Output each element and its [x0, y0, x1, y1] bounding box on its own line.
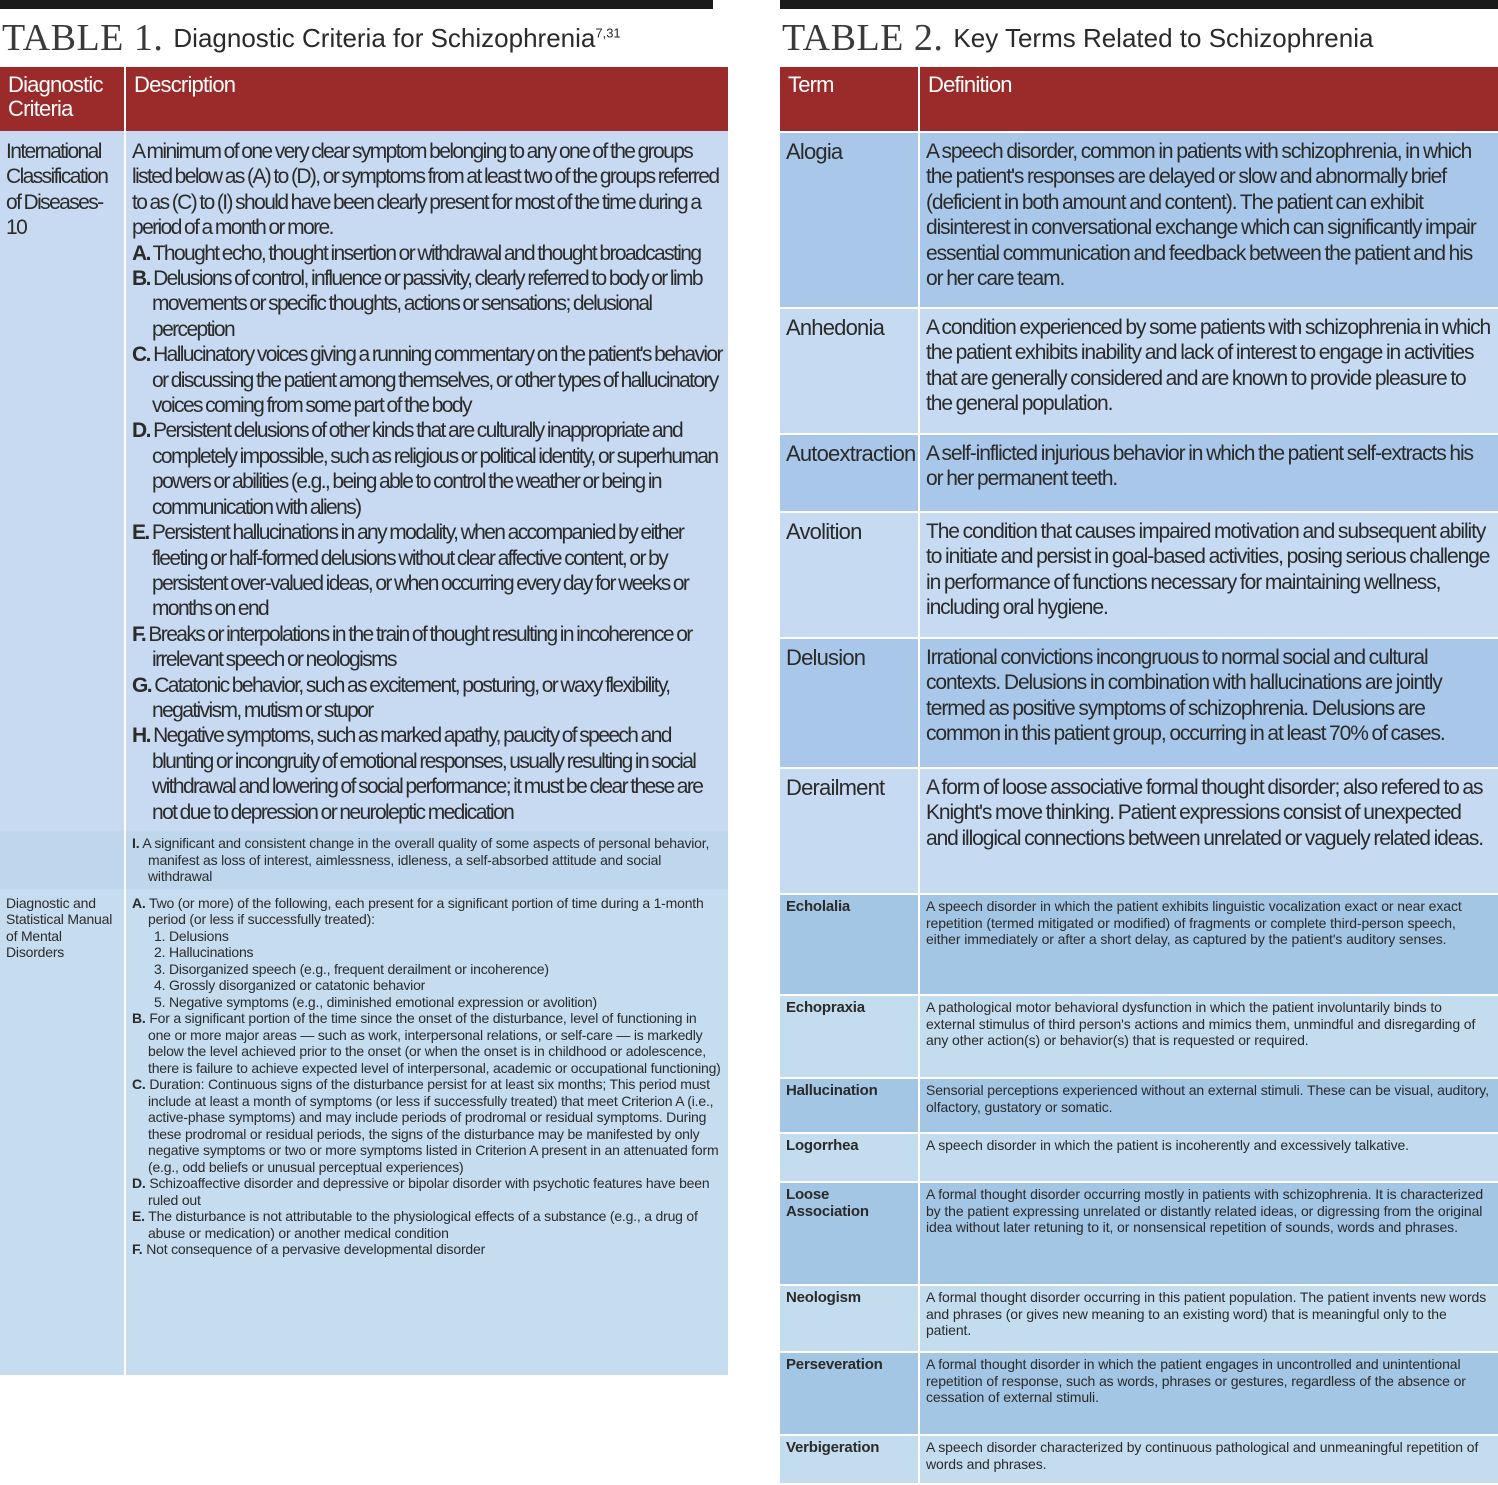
- icd-criterion: [132, 520, 722, 622]
- dsm-item-a-list: [132, 928, 722, 1011]
- table2-row: [780, 894, 1498, 995]
- icd-criterion-letter: G.: [132, 673, 151, 697]
- dsm-criterion-text: Duration: Continuous signs of the disturbance persist for at least six months; This period must include at least a month of symptoms (or less if successfully treated) that meet Criterion A (i.e., active-phase symptoms) and may include periods of prodromal or residual symptoms. During these prodromal or residual periods, the signs of the disturbance may be manifested by only negative symptoms or two or more symptoms listed in Criterion A present in an attenuated form (e.g., odd beliefs or unusual perceptual experiences): [148, 1076, 719, 1175]
- icd-item-i: [125, 831, 728, 889]
- table2-top-rule: [780, 0, 1498, 9]
- dsm-criterion-letter: F.: [132, 1241, 143, 1257]
- icd-criteria-list: [132, 241, 722, 825]
- icd-criterion: [132, 342, 722, 418]
- icd-criterion: [132, 418, 722, 520]
- dsm-criterion-letter: C.: [132, 1076, 146, 1092]
- dsm-symptom-item: 5. Negative symptoms (e.g., diminished emotional expression or avolition): [154, 993, 597, 1010]
- definition-cell: A formal thought disorder occurring in this patient population. The patient invents new words and phrases (or gives new meaning to an existing word) that is meaningful only to the patient.: [919, 1285, 1498, 1352]
- dsm-criterion-text: Schizoaffective disorder and depressive or bipolar disorder with psychotic features have been ruled out: [148, 1175, 710, 1208]
- icd-criterion-letter: H.: [132, 724, 150, 748]
- icd-criterion: [132, 622, 722, 673]
- icd-name-continued: [0, 831, 125, 889]
- table2-row: [780, 308, 1498, 434]
- dsm-criterion: [132, 1010, 722, 1076]
- table1-title-label: Diagnostic Criteria for Schizophrenia: [173, 22, 596, 53]
- definition-cell: A form of loose associative formal thought disorder; also refered to as Knight's move thinking. Patient expressions consist of unexpected and illogical connections between unrelated or vaguely related ideas.: [919, 768, 1498, 894]
- term-cell: Loose Association: [780, 1182, 919, 1285]
- definition-cell: A speech disorder, common in patients with schizophrenia, in which the patient's responses are delayed or slow and abnormally brief (deficient in both amount and content). The patient can exhibit disinterest in conversational exchange which can significantly impair essential communication and feedback between the patient and his or her care team.: [919, 132, 1498, 308]
- dsm-criterion-text: The disturbance is not attributable to the physiological effects of a substance (e.g., a drug of abuse or medication) or another medical condition: [148, 1208, 698, 1241]
- icd-criterion-text: Thought echo, thought insertion or withdrawal and thought broadcasting: [152, 241, 701, 265]
- term-cell: Derailment: [780, 768, 919, 894]
- icd-criterion-letter: E.: [132, 521, 149, 545]
- table1-title-superscript: 7,31: [595, 24, 621, 40]
- table2-title-text: Key Terms Related to Schizophrenia: [953, 22, 1374, 53]
- table2-row: [780, 434, 1498, 512]
- table2-row: [780, 132, 1498, 308]
- table1-row-icd-item-i: [0, 831, 728, 889]
- dsm-name: Diagnostic and Statistical Manual of Mental Disorders: [0, 889, 125, 1375]
- term-cell: Alogia: [780, 132, 919, 308]
- dsm-item-a-text: Two (or more) of the following, each present for a significant portion of time during a 1-month period (or less if successfully treated):: [148, 894, 704, 927]
- table2-row: [780, 1182, 1498, 1285]
- icd-criterion-text: Breaks or interpolations in the train of thought resulting in incoherence or irrelevant speech or neologisms: [148, 622, 692, 672]
- dsm-symptom-item: 1. Delusions: [154, 927, 229, 944]
- definition-cell: A formal thought disorder occurring mostly in patients with schizophrenia. It is characterized by the patient expressing unrelated or distantly related ideas, or digressing from the original idea without later retuning to it, or nonsensical repetition of sounds, words and phrases.: [919, 1182, 1498, 1285]
- icd-item-i-text: A significant and consistent change in the overall quality of some aspects of personal behavior, manifest as loss of interest, aimlessness, idleness, a self-absorbed attitude and social withdrawal: [142, 835, 710, 884]
- dsm-criterion: [132, 1241, 722, 1258]
- definition-cell: The condition that causes impaired motivation and subsequent ability to initiate and persist in goal-based activities, posing serious challenge in performance of functions necessary for maintaining wellness, including oral hygiene.: [919, 512, 1498, 638]
- definition-cell: A speech disorder in which the patient is incoherently and excessively talkative.: [919, 1133, 1498, 1182]
- table2-key-terms: [780, 67, 1498, 1485]
- icd-criterion-letter: A.: [132, 241, 150, 265]
- term-cell: Autoextraction: [780, 434, 919, 512]
- icd-item-i-letter: I.: [132, 835, 140, 851]
- definition-cell: A speech disorder characterized by continuous pathological and unmeaningful repetition of words and phrases.: [919, 1435, 1498, 1484]
- definition-cell: A pathological motor behavioral dysfunction in which the patient involuntarily binds to external stimulus of third person's actions and mimics them, unmindful and disregarding of any other action(s) or behavior(s) that is requested or required.: [919, 995, 1498, 1078]
- icd-criterion-text: Hallucinatory voices giving a running commentary on the patient's behavior or discussing the patient among themselves, or other types of hallucinatory voices coming from some part of the body: [152, 343, 722, 418]
- table2-row: [780, 1435, 1498, 1484]
- dsm-item-a-letter: A.: [132, 894, 146, 911]
- table2-body: [780, 132, 1498, 1484]
- icd-intro: A minimum of one very clear symptom belonging to any one of the groups listed below as (A) to (D), or symptoms from at least two of the groups referred to as (C) to (I) should have been clearly present for most of the time during a period of a month or more.: [132, 140, 719, 240]
- icd-criterion-text: Persistent delusions of other kinds that are culturally inappropriate and completely impossible, such as religious or political identity, or superhuman powers or abilities (e.g., being able to control the weather or being in communication with aliens): [152, 419, 718, 519]
- table1-diagnostic-criteria: [0, 67, 728, 1375]
- term-cell: Delusion: [780, 638, 919, 768]
- table2-row: [780, 768, 1498, 894]
- term-cell: Logorrhea: [780, 1133, 919, 1182]
- dsm-criterion-letter: E.: [132, 1208, 145, 1224]
- icd-criterion-letter: C.: [132, 343, 150, 367]
- definition-cell: A formal thought disorder in which the patient engages in uncontrolled and unintentional repetition of response, such as words, phrases or gestures, regardless of the absence or cessation of external stimuli.: [919, 1352, 1498, 1435]
- icd-criterion-letter: F.: [132, 622, 146, 646]
- term-cell: Echolalia: [780, 894, 919, 995]
- icd-criterion: [132, 723, 722, 825]
- table1-title-number: TABLE 1.: [2, 17, 164, 59]
- term-cell: Avolition: [780, 512, 919, 638]
- table2-row: [780, 1078, 1498, 1133]
- term-cell: Neologism: [780, 1285, 919, 1352]
- dsm-criterion-text: Not consequence of a pervasive developmental disorder: [146, 1241, 486, 1257]
- dsm-criterion: [132, 1208, 722, 1241]
- dsm-criterion: [132, 1076, 722, 1175]
- definition-cell: Irrational convictions incongruous to normal social and cultural contexts. Delusions in combination with hallucinations are jointly termed as positive symptoms of schizophrenia. Delusions are common in this patient group, occurring in at least 70% of cases.: [919, 638, 1498, 768]
- table1-title-text: [173, 23, 620, 54]
- table2-row: [780, 638, 1498, 768]
- table1-panel: [0, 0, 728, 1375]
- icd-criterion: [132, 266, 722, 342]
- table1-row-dsm: [0, 889, 728, 1375]
- dsm-criterion-letter: B.: [132, 1010, 146, 1026]
- icd-criterion-text: Catatonic behavior, such as excitement, posturing, or waxy flexibility, negativism, mutism or stupor: [152, 673, 670, 722]
- table2-row: [780, 1133, 1498, 1182]
- icd-criterion-text: Delusions of control, influence or passivity, clearly referred to body or limb movements or specific thoughts, actions or sensations; delusional perception: [152, 267, 703, 341]
- term-cell: Echopraxia: [780, 995, 919, 1078]
- dsm-criteria-list: [132, 1010, 722, 1258]
- dsm-criterion-letter: D.: [132, 1175, 146, 1191]
- dsm-description: [125, 889, 728, 1375]
- table2-header-row: [780, 67, 1498, 132]
- dsm-criterion-text: For a significant portion of the time since the onset of the disturbance, level of functioning in one or more major areas — such as work, interpersonal relations, or self-care — is markedly below the level achieved prior to the onset (or when the onset is in childhood or adolescence, there is failure to achieve expected level of interpersonal, academic or occupational functioning): [148, 1010, 721, 1076]
- dsm-symptom-item: 3. Disorganized speech (e.g., frequent derailment or incoherence): [154, 960, 549, 977]
- table1-top-rule: [0, 0, 713, 9]
- table2-header-term: Term: [780, 67, 919, 132]
- table2-panel: [780, 0, 1498, 1485]
- icd-criterion-text: Negative symptoms, such as marked apathy, paucity of speech and blunting or incongruity of emotional responses, usually resulting in social withdrawal and lowering of social performance; it must be clear these are not due to depression or neuroleptic medication: [152, 724, 703, 824]
- icd-description: [125, 131, 728, 831]
- term-cell: Verbigeration: [780, 1435, 919, 1484]
- definition-cell: A self-inflicted injurious behavior in which the patient self-extracts his or her permanent teeth.: [919, 434, 1498, 512]
- definition-cell: Sensorial perceptions experienced without an external stimuli. These can be visual, auditory, olfactory, gustatory or somatic.: [919, 1078, 1498, 1133]
- table1-row-icd: [0, 131, 728, 831]
- table2-row: [780, 1352, 1498, 1435]
- table1-header-row: [0, 67, 728, 131]
- icd-name: International Classification of Diseases-10: [0, 131, 125, 831]
- icd-criterion-letter: B.: [132, 267, 150, 291]
- table2-header-definition: Definition: [919, 67, 1498, 132]
- table1-header-criteria: Diagnostic Criteria: [0, 67, 125, 131]
- table2-title: [780, 9, 1498, 67]
- table2-row: [780, 512, 1498, 638]
- dsm-criterion: [132, 1175, 722, 1208]
- table2-title-number: TABLE 2.: [782, 17, 944, 59]
- table1-title: [0, 9, 728, 67]
- icd-criterion-letter: D.: [132, 419, 150, 443]
- icd-criterion: [132, 673, 722, 724]
- definition-cell: A condition experienced by some patients with schizophrenia in which the patient exhibits inability and lack of interest to engage in activities that are generally considered and are known to provide pleasure to the general population.: [919, 308, 1498, 434]
- icd-criterion-text: Persistent hallucinations in any modality, when accompanied by either fleeting or half-formed delusions without clear affective content, or by persistent over-valued ideas, or when occurring every day for weeks or months on end: [151, 521, 689, 621]
- dsm-symptom-item: 2. Hallucinations: [154, 944, 254, 960]
- dsm-symptom-item: 4. Grossly disorganized or catatonic behavior: [154, 977, 426, 993]
- icd-criterion: [132, 241, 722, 266]
- definition-cell: A speech disorder in which the patient exhibits linguistic vocalization exact or near exact repetition (termed mitigated or modified) of fragments or complete third-person speech, either immediately or after a short delay, as captured by the patient's auditory senses.: [919, 894, 1498, 995]
- table1-header-description: Description: [125, 67, 728, 131]
- table2-row: [780, 1285, 1498, 1352]
- table2-row: [780, 995, 1498, 1078]
- term-cell: Anhedonia: [780, 308, 919, 434]
- term-cell: Perseveration: [780, 1352, 919, 1435]
- term-cell: Hallucination: [780, 1078, 919, 1133]
